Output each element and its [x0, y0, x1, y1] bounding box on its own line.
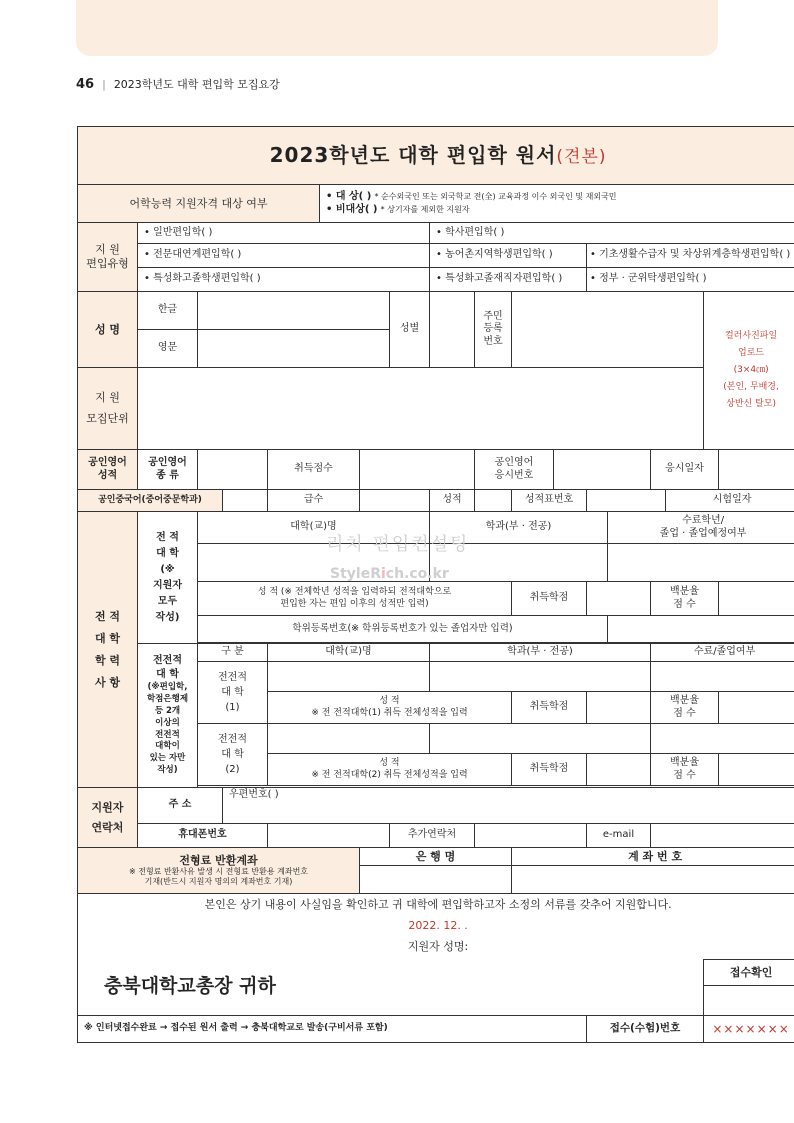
watermark-text: 리치 편입컨설팅 [326, 534, 470, 555]
english-score-label: 공인영어 성적 [78, 450, 138, 490]
preprev-school-header: 대학(교)명 [268, 644, 430, 662]
postal-code-field[interactable]: 우편번호( ) [229, 789, 279, 800]
page-number: 46 [76, 77, 95, 92]
option-college-link-transfer[interactable]: • 전문대연계편입학( ) [138, 244, 430, 268]
option-vocational-employed-transfer[interactable]: • 특성화고졸재직자편입학( ) [430, 268, 587, 292]
chinese-grade-input[interactable] [360, 490, 430, 512]
form-title-suffix: (견본) [556, 146, 607, 167]
chinese-score-input[interactable] [475, 490, 512, 512]
prev-major-header: 학과(부 · 전공) [430, 512, 608, 544]
photo-upload-box[interactable]: 컬러사진파일 업로드 (3×4㎝) (본인, 무배경, 상반신 탈모) [704, 292, 794, 450]
receipt-confirm-label: 접수확인 [704, 960, 794, 986]
prev-grade-label: 성 적 (※ 전체학년 성적을 입력하되 전적대학으로 편입한 자는 편입 이후의 성적만 입력) [198, 582, 512, 616]
rrn-input[interactable] [512, 292, 704, 368]
extra-contact-label: 추가연락처 [390, 824, 475, 848]
prev-university-label: 전 적 대 학 (※ 지원자 모두 작성) [138, 512, 198, 644]
admission-type-label: 지 원 편입유형 [78, 223, 138, 292]
chinese-report-number-input[interactable] [587, 490, 666, 512]
english-test-type-input[interactable] [198, 450, 268, 490]
form-title-cell [78, 127, 794, 185]
english-test-type-label: 공인영어 종 류 [138, 450, 198, 490]
extra-contact-input[interactable] [475, 824, 587, 848]
chinese-score-label: 성적 [430, 490, 475, 512]
preprev-univ1-grade-label: 성 적 ※ 전 전적대학(1) 취득 전체성적을 입력 [268, 692, 512, 724]
chinese-grade-label: 급수 [268, 490, 360, 512]
preprev-univ1-label: 전전적 대 학 (1) [198, 662, 268, 724]
preprev-univ2-label: 전전적 대 학 (2) [198, 724, 268, 786]
english-exam-number-input[interactable] [554, 450, 651, 490]
preprev-univ2-percent-label: 백분율 점 수 [651, 754, 719, 786]
preprev-univ1-percent-input[interactable] [719, 692, 794, 724]
preprev-univ1-status-input[interactable] [651, 662, 794, 692]
chinese-report-number-label: 성적표번호 [512, 490, 587, 512]
application-date: 2022. 12. . [408, 919, 468, 933]
gender-label: 성별 [390, 292, 430, 368]
language-option-nontarget-note: * 상기자를 제외한 지원자 [380, 204, 470, 214]
chinese-test-blank[interactable] [223, 490, 268, 512]
preprev-status-header: 수료/졸업여부 [651, 644, 794, 662]
english-test-date-input[interactable] [719, 450, 794, 490]
account-number-input[interactable] [512, 866, 794, 894]
english-test-date-label: 응시일자 [651, 450, 719, 490]
exam-number-value: ××××××× [704, 1016, 794, 1043]
email-input[interactable] [651, 824, 794, 848]
option-government-military-transfer[interactable]: • 정부 · 군위탁생편입학( ) [587, 268, 794, 292]
signature-label: 지원자 성명: [407, 939, 469, 953]
preprev-univ2-major-input[interactable] [430, 724, 651, 754]
address-label: 주 소 [138, 788, 223, 824]
mobile-label: 휴대폰번호 [138, 824, 268, 848]
addressee: 충북대학교총장 귀하 [104, 975, 276, 998]
preprev-univ2-school-input[interactable] [268, 724, 430, 754]
top-decorative-band [76, 0, 718, 56]
email-label: e-mail [587, 824, 651, 848]
name-english-input[interactable] [198, 330, 390, 368]
mobile-input[interactable] [268, 824, 390, 848]
prev-percent-label: 백분율 점 수 [651, 582, 719, 616]
preprev-univ2-credits-input[interactable] [587, 754, 651, 786]
language-eligibility-label: 어학능력 지원자격 대상 여부 [78, 185, 320, 223]
prev-percent-input[interactable] [719, 582, 794, 616]
option-rural-transfer[interactable]: • 농어촌지역학생편입학( ) [430, 244, 587, 268]
degree-number-label: 학위등록번호(※ 학위등록번호가 있는 졸업자만 입력) [198, 616, 608, 643]
preprev-major-header: 학과(부 · 전공) [430, 644, 651, 662]
page-header [76, 76, 280, 92]
contact-label: 지원자 연락처 [78, 788, 138, 848]
preprev-univ1-credits-input[interactable] [587, 692, 651, 724]
language-option-nontarget[interactable]: • 비대상( ) [326, 203, 378, 215]
watermark-url: StyleRich.co.kr [330, 566, 449, 582]
bank-name-header: 은 행 명 [360, 848, 512, 866]
preprev-univ1-school-input[interactable] [268, 662, 430, 692]
exam-number-label: 접수(수험)번호 [587, 1016, 704, 1043]
bank-name-input[interactable] [360, 866, 512, 894]
gender-input[interactable] [430, 292, 475, 368]
receipt-confirm-box[interactable] [704, 986, 794, 1016]
declaration-cell [78, 894, 794, 960]
prev-school-name-header: 대학(교)명 [198, 512, 430, 544]
header-divider: | [102, 78, 106, 91]
prev-status-header: 수료학년/ 졸업 · 졸업예정여부 [608, 512, 794, 544]
language-eligibility-options [320, 185, 794, 223]
preprev-univ1-major-input[interactable] [430, 662, 651, 692]
language-option-target[interactable]: • 대 상( ) [326, 191, 372, 202]
recruit-unit-label: 지 원 모집단위 [78, 368, 138, 450]
rrn-label: 주민 등록 번호 [475, 292, 512, 368]
preprev-category-header: 구 분 [198, 644, 268, 662]
prev-credits-input[interactable] [587, 582, 651, 616]
preprev-univ1-percent-label: 백분율 점 수 [651, 692, 719, 724]
name-label: 성 명 [78, 292, 138, 368]
recruit-unit-input[interactable] [138, 368, 704, 450]
english-score-input[interactable] [360, 450, 475, 490]
account-number-header: 계 좌 번 호 [512, 848, 794, 866]
chinese-test-date-label: 시험일자 [666, 490, 794, 512]
education-section-label: 전 적 대 학 학 력 사 항 [78, 512, 138, 788]
name-english-label: 영문 [138, 330, 198, 368]
english-score-obtained-label: 취득점수 [268, 450, 360, 490]
option-low-income-transfer[interactable]: • 기초생활수급자 및 차상위계층학생편입학( ) [587, 244, 794, 268]
preprev-univ2-grade-label: 성 적 ※ 전 전적대학(2) 취득 전체성적을 입력 [268, 754, 512, 786]
english-exam-number-label: 공인영어 응시번호 [475, 450, 554, 490]
language-option-target-note: * 순수외국인 또는 외국학교 전(全) 교육과정 이수 외국인 및 재외국민 [374, 192, 617, 201]
preprev-university-label: 전전적 대 학 (※편입학, 학점은행제 등 2개 이상의 전전적 대학이 있는 자만 작성) [138, 644, 198, 788]
chinese-test-label: 공인중국어(중어중문학과) [78, 490, 223, 512]
preprev-univ2-percent-input[interactable] [719, 754, 794, 786]
preprev-univ2-credits-label: 취득학점 [512, 754, 587, 786]
option-bachelor-transfer[interactable]: • 학사편입학( ) [430, 223, 794, 244]
application-form [77, 126, 794, 1043]
footer-procedure-note: ※ 인터넷접수완료 → 접수된 원서 출력 → 충북대학교로 발송(구비서류 포함) [78, 1016, 587, 1043]
page-header-title: 2023학년도 대학 편입학 모집요강 [113, 78, 280, 91]
prev-status-input[interactable] [608, 544, 794, 582]
preprev-univ2-status-input[interactable] [651, 724, 794, 754]
name-korean-input[interactable] [198, 292, 390, 330]
name-korean-label: 한글 [138, 292, 198, 330]
refund-account-label: 전형료 반환계좌 ※ 전형료 반환사유 발생 시 전형료 반환용 계좌번호 기재(반드시 지원자 명의의 계좌번호 기재) [78, 848, 360, 894]
option-general-transfer[interactable]: • 일반편입학( ) [138, 223, 430, 244]
option-vocational-grad-transfer[interactable]: • 특성화고졸학생편입학( ) [138, 268, 430, 292]
addressee-cell [78, 960, 704, 1016]
prev-credits-label: 취득학점 [512, 582, 587, 616]
address-input[interactable] [223, 788, 794, 824]
declaration-text: 본인은 상기 내용이 사실임을 확인하고 귀 대학에 편입학하고자 소정의 서류를 갖추어 지원합니다. [204, 898, 672, 912]
degree-number-input[interactable] [608, 616, 794, 643]
form-title: 2023학년도 대학 편입학 원서 [269, 142, 557, 167]
preprev-univ1-credits-label: 취득학점 [512, 692, 587, 724]
